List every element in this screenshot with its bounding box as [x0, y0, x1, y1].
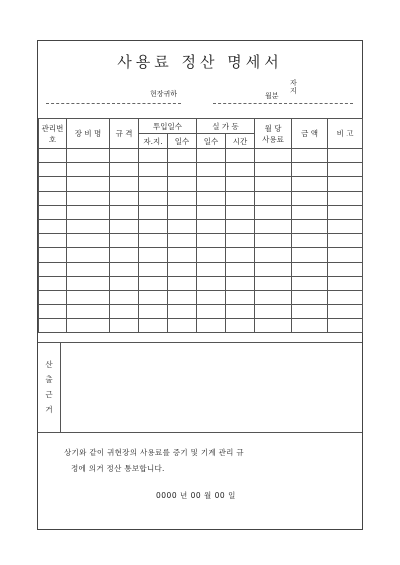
table-cell[interactable]: [292, 305, 328, 319]
table-cell[interactable]: [67, 319, 110, 333]
table-cell[interactable]: [168, 219, 197, 233]
table-row: [39, 276, 363, 290]
table-cell[interactable]: [139, 177, 168, 191]
header-input-from-to: 자.지.: [139, 134, 168, 149]
table-cell[interactable]: [139, 205, 168, 219]
table-cell[interactable]: [110, 163, 139, 177]
table-cell[interactable]: [197, 305, 226, 319]
table-cell[interactable]: [255, 305, 292, 319]
site-label: 현장귀하: [149, 90, 177, 98]
table-cell[interactable]: [168, 149, 197, 163]
table-cell[interactable]: [328, 149, 363, 163]
table-cell[interactable]: [226, 248, 255, 262]
table-cell[interactable]: [226, 219, 255, 233]
month-range-label: 자 지: [290, 79, 297, 95]
table-cell[interactable]: [139, 163, 168, 177]
table-cell[interactable]: [226, 149, 255, 163]
table-cell[interactable]: [168, 163, 197, 177]
table-cell[interactable]: [168, 290, 197, 304]
table-cell[interactable]: [255, 262, 292, 276]
table-cell[interactable]: [110, 276, 139, 290]
table-cell[interactable]: [226, 205, 255, 219]
table-cell[interactable]: [168, 262, 197, 276]
table-cell[interactable]: [226, 191, 255, 205]
table-cell[interactable]: [255, 163, 292, 177]
header-actual-op: 실 가 동: [197, 119, 255, 134]
table-cell[interactable]: [139, 262, 168, 276]
table-row: [39, 290, 363, 304]
header-equipment: 장 비 명: [67, 119, 110, 149]
table-cell[interactable]: [168, 234, 197, 248]
table-row: [39, 219, 363, 233]
table-cell[interactable]: [39, 305, 67, 319]
table-cell[interactable]: [328, 234, 363, 248]
table-cell[interactable]: [328, 219, 363, 233]
table-row: [39, 248, 363, 262]
table-cell[interactable]: [255, 205, 292, 219]
notice-line-1: 상기와 같이 귀현장의 사용료를 증기 및 기계 관리 규: [64, 448, 244, 457]
equipment-table: [38, 118, 363, 333]
table-cell[interactable]: [292, 276, 328, 290]
table-cell[interactable]: [168, 305, 197, 319]
table-cell[interactable]: [39, 234, 67, 248]
table-cell[interactable]: [255, 276, 292, 290]
table-cell[interactable]: [292, 290, 328, 304]
table-cell[interactable]: [39, 276, 67, 290]
table-cell[interactable]: [328, 248, 363, 262]
table-cell[interactable]: [110, 319, 139, 333]
header-monthly-fee: 월 당 사용료: [255, 119, 292, 149]
table-cell[interactable]: [67, 219, 110, 233]
table-cell[interactable]: [197, 191, 226, 205]
table-cell[interactable]: [255, 149, 292, 163]
table-cell[interactable]: [226, 177, 255, 191]
table-cell[interactable]: [197, 290, 226, 304]
table-cell[interactable]: [226, 163, 255, 177]
site-name-field[interactable]: [46, 89, 181, 104]
table-cell[interactable]: [226, 262, 255, 276]
table-cell[interactable]: [292, 177, 328, 191]
table-cell[interactable]: [328, 191, 363, 205]
calculation-basis-label: 산 출 근 거: [38, 343, 61, 433]
table-cell[interactable]: [168, 205, 197, 219]
table-cell[interactable]: [292, 248, 328, 262]
table-cell[interactable]: [328, 305, 363, 319]
table-cell[interactable]: [197, 319, 226, 333]
table-cell[interactable]: [139, 234, 168, 248]
table-cell[interactable]: [255, 248, 292, 262]
table-cell[interactable]: [67, 248, 110, 262]
table-cell[interactable]: [67, 191, 110, 205]
table-row: [39, 177, 363, 191]
table-cell[interactable]: [328, 262, 363, 276]
table-cell[interactable]: [292, 191, 328, 205]
table-cell[interactable]: [292, 205, 328, 219]
table-cell[interactable]: [226, 319, 255, 333]
table-cell[interactable]: [39, 149, 67, 163]
table-cell[interactable]: [255, 219, 292, 233]
issue-date: 0000 년 00 월 00 일: [156, 491, 236, 500]
table-cell[interactable]: [226, 305, 255, 319]
table-row: [39, 234, 363, 248]
table-cell[interactable]: [110, 305, 139, 319]
table-cell[interactable]: [110, 149, 139, 163]
table-cell[interactable]: [139, 276, 168, 290]
table-cell[interactable]: [197, 219, 226, 233]
table-cell[interactable]: [139, 149, 168, 163]
table-cell[interactable]: [255, 290, 292, 304]
table-cell[interactable]: [292, 319, 328, 333]
table-cell[interactable]: [197, 248, 226, 262]
table-cell[interactable]: [139, 191, 168, 205]
table-cell[interactable]: [292, 219, 328, 233]
header-actual-hours: 시간: [226, 134, 255, 149]
table-cell[interactable]: [255, 177, 292, 191]
table-cell[interactable]: [67, 149, 110, 163]
table-cell[interactable]: [39, 191, 67, 205]
table-cell[interactable]: [139, 319, 168, 333]
table-row: [39, 163, 363, 177]
table-cell[interactable]: [292, 262, 328, 276]
table-row: [39, 262, 363, 276]
table-cell[interactable]: [168, 319, 197, 333]
table-cell[interactable]: [67, 305, 110, 319]
table-cell[interactable]: [197, 149, 226, 163]
table-cell[interactable]: [255, 191, 292, 205]
header-spec: 규 격: [110, 119, 139, 149]
table-cell[interactable]: [197, 234, 226, 248]
table-cell[interactable]: [255, 234, 292, 248]
table-cell[interactable]: [328, 319, 363, 333]
table-cell[interactable]: [226, 276, 255, 290]
table-cell[interactable]: [67, 290, 110, 304]
table-cell[interactable]: [197, 262, 226, 276]
table-cell[interactable]: [67, 234, 110, 248]
table-row: [39, 149, 363, 163]
table-cell[interactable]: [197, 163, 226, 177]
table-cell[interactable]: [39, 205, 67, 219]
table-cell[interactable]: [110, 219, 139, 233]
table-cell[interactable]: [255, 319, 292, 333]
table-cell[interactable]: [39, 219, 67, 233]
table-body: [39, 149, 363, 333]
table-cell[interactable]: [67, 163, 110, 177]
table-cell[interactable]: [67, 177, 110, 191]
table-cell[interactable]: [328, 290, 363, 304]
table-cell[interactable]: [226, 290, 255, 304]
header-actual-days: 일수: [197, 134, 226, 149]
calculation-basis-section: [38, 342, 362, 433]
table-cell[interactable]: [39, 163, 67, 177]
table-cell[interactable]: [328, 205, 363, 219]
table-row: [39, 191, 363, 205]
header-mgmt-no: 관리번호: [39, 119, 67, 149]
month-field[interactable]: [213, 79, 353, 104]
table-cell[interactable]: [139, 290, 168, 304]
table-cell[interactable]: [139, 219, 168, 233]
table-cell[interactable]: [139, 305, 168, 319]
table-cell[interactable]: [110, 191, 139, 205]
table-cell[interactable]: [168, 248, 197, 262]
table-cell[interactable]: [292, 163, 328, 177]
header-input-count: 일수: [168, 134, 197, 149]
table-cell[interactable]: [197, 177, 226, 191]
table-cell[interactable]: [39, 177, 67, 191]
table-cell[interactable]: [168, 177, 197, 191]
table-cell[interactable]: [226, 234, 255, 248]
table-cell[interactable]: [197, 276, 226, 290]
table-cell[interactable]: [110, 234, 139, 248]
table-cell[interactable]: [39, 248, 67, 262]
table-cell[interactable]: [67, 276, 110, 290]
header-input-days: 투입일수: [139, 119, 197, 134]
header-amount: 금 액: [292, 119, 328, 149]
table-cell[interactable]: [110, 262, 139, 276]
table-cell[interactable]: [39, 262, 67, 276]
table-cell[interactable]: [110, 177, 139, 191]
table-cell[interactable]: [197, 205, 226, 219]
table-cell[interactable]: [168, 191, 197, 205]
table-cell[interactable]: [139, 248, 168, 262]
table-cell[interactable]: [67, 262, 110, 276]
table-row: [39, 319, 363, 333]
table-cell[interactable]: [39, 290, 67, 304]
table-cell[interactable]: [110, 290, 139, 304]
statement-form: [37, 40, 363, 530]
table-cell[interactable]: [39, 319, 67, 333]
table-cell[interactable]: [292, 149, 328, 163]
table-cell[interactable]: [328, 163, 363, 177]
table-cell[interactable]: [67, 205, 110, 219]
notice-section: [38, 432, 362, 530]
notice-line-2: 정에 의거 정산 통보합니다.: [71, 464, 165, 473]
month-label: 월분: [265, 92, 279, 100]
table-cell[interactable]: [292, 234, 328, 248]
table-cell[interactable]: [328, 177, 363, 191]
header-remarks: 비 고: [328, 119, 363, 149]
table-row: [39, 305, 363, 319]
table-cell[interactable]: [168, 276, 197, 290]
table-cell[interactable]: [110, 205, 139, 219]
page-title: 사용료 정산 명세서: [117, 53, 283, 71]
table-cell[interactable]: [110, 248, 139, 262]
table-row: [39, 205, 363, 219]
table-cell[interactable]: [328, 276, 363, 290]
